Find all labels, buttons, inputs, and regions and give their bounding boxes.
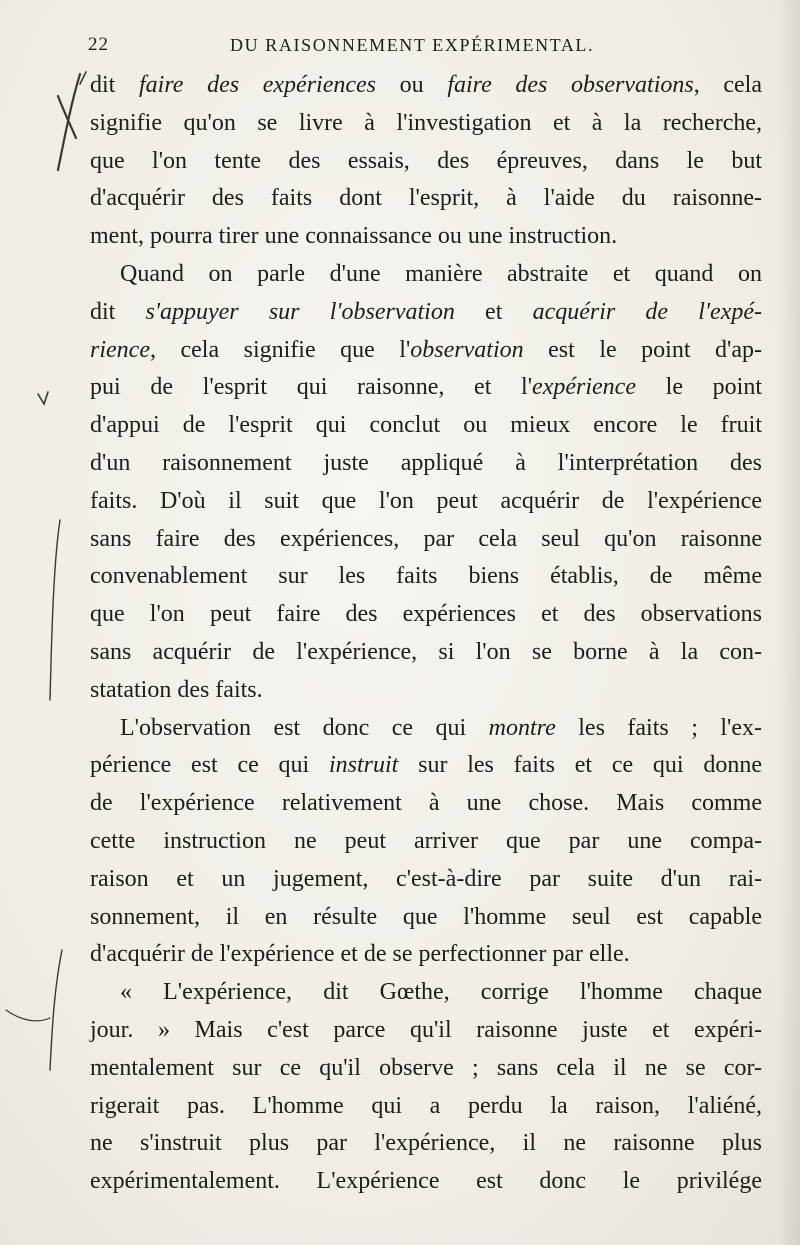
text-run: ment, pourra tirer une connaissance ou une instruction. [90,223,618,250]
text-line [90,445,762,483]
text-run: sur les faits et ce qui donne [398,752,762,779]
italic-text: observation [410,336,524,363]
text-run: périence est ce qui [90,752,329,779]
text-line [90,899,762,937]
text-line [90,634,762,672]
pencil-margin-line-lower [50,950,62,1070]
text-line [90,218,762,256]
text-run: , cela [693,72,762,98]
text-line [90,294,762,332]
italic-text: instruit [328,752,399,779]
italic-text: s'appuyer sur l'observation [145,298,455,325]
italic-text: faire des observations [447,72,694,98]
text-line [90,1088,762,1126]
pencil-x-mark [58,74,80,170]
text-run: , cela signifie que l' [149,336,411,363]
pencil-tick-mark [80,72,86,84]
text-line [90,1012,762,1050]
text-run: dit [90,72,139,98]
text-run: mentalement sur ce qu'il observe ; sans cela il ne se cor- [90,1054,762,1081]
page-header [88,34,764,64]
text-run: d'un raisonnement juste appliqué à l'interprétation des [90,449,762,476]
text-run: d'acquérir des faits dont l'esprit, à l'aide du raisonne- [90,185,762,212]
italic-text: acquérir de l'expé- [532,298,763,325]
text-line [90,710,762,748]
text-line [90,332,762,370]
pencil-cross-stroke [6,1010,50,1021]
text-line [90,558,762,596]
text-run: sonnement, il en résulte que l'homme seul est capable [90,903,762,930]
text-run: convenablement sur les faits biens établis, de même [90,563,762,590]
text-line [90,256,762,294]
text-run: sans faire des expériences, par cela seul qu'on raisonne [90,525,762,552]
page-number: 22 [88,34,109,55]
text-run: jour. » Mais c'est parce qu'il raisonne juste et expéri- [90,1016,762,1043]
text-run: et [454,298,533,325]
text-line [90,596,762,634]
text-line [90,67,762,105]
pencil-margin-line [50,520,60,700]
text-line [90,180,762,218]
italic-text: rience [90,336,150,363]
text-line [90,861,762,899]
text-line [90,521,762,559]
italic-text: faire des expériences [139,72,376,98]
text-run: signifie qu'on se livre à l'investigation et à la recherche, [90,109,762,136]
text-run: rigerait pas. L'homme qui a perdu la raison, l'aliéné, [90,1092,762,1119]
pencil-small-mark [38,392,48,404]
text-line [90,1050,762,1088]
text-line [90,105,762,143]
text-line [90,407,762,445]
text-line [90,483,762,521]
text-run: expérimentalement. L'expérience est donc le privilége [90,1168,762,1195]
text-line [90,747,762,785]
text-run: L'observation est donc ce qui [120,714,489,741]
text-run: ne s'instruit plus par l'expérience, il ne raisonne plus [90,1130,762,1157]
text-line [90,823,762,861]
text-run: est le point d'ap- [523,336,762,363]
text-run: Quand on parle d'une manière abstraite et quand on [120,260,762,287]
text-line [90,1163,762,1201]
text-run: de l'expérience relativement à une chose. Mais comme [90,790,762,817]
text-run: « L'expérience, dit Gœthe, corrige l'homme chaque [120,979,762,1006]
text-line [90,369,762,407]
text-run: que l'on tente des essais, des épreuves, dans le but [90,147,762,174]
text-run: statation des faits. [90,676,263,703]
italic-text: montre [488,714,556,741]
text-line [90,143,762,181]
text-line [90,672,762,710]
text-run: pui de l'esprit qui raisonne, et l' [90,374,533,401]
text-run: les faits ; l'ex- [555,714,762,741]
text-line [90,1125,762,1163]
text-run: cette instruction ne peut arriver que par une compa- [90,827,762,854]
text-line [90,936,762,974]
text-run: sans acquérir de l'expérience, si l'on se borne à la con- [90,638,762,665]
text-run: que l'on peut faire des expériences et des observations [90,601,762,628]
text-line [90,785,762,823]
text-run: raison et un jugement, c'est-à-dire par suite d'un rai- [90,865,762,892]
italic-text: expérience [532,374,636,401]
text-run: faits. D'où il suit que l'on peut acquérir de l'expérience [90,487,762,514]
text-run: d'appui de l'esprit qui conclut ou mieux encore le fruit [90,412,762,439]
text-run: d'acquérir de l'expérience et de se perfectionner par elle. [90,941,630,968]
text-run: le point [635,374,762,401]
page-edge-shadow [778,0,800,1245]
text-run: ou [376,72,448,98]
running-title: DU RAISONNEMENT EXPÉRIMENTAL. [230,35,595,55]
text-run: dit [90,298,146,325]
body-text [90,67,762,1201]
text-line [90,974,762,1012]
